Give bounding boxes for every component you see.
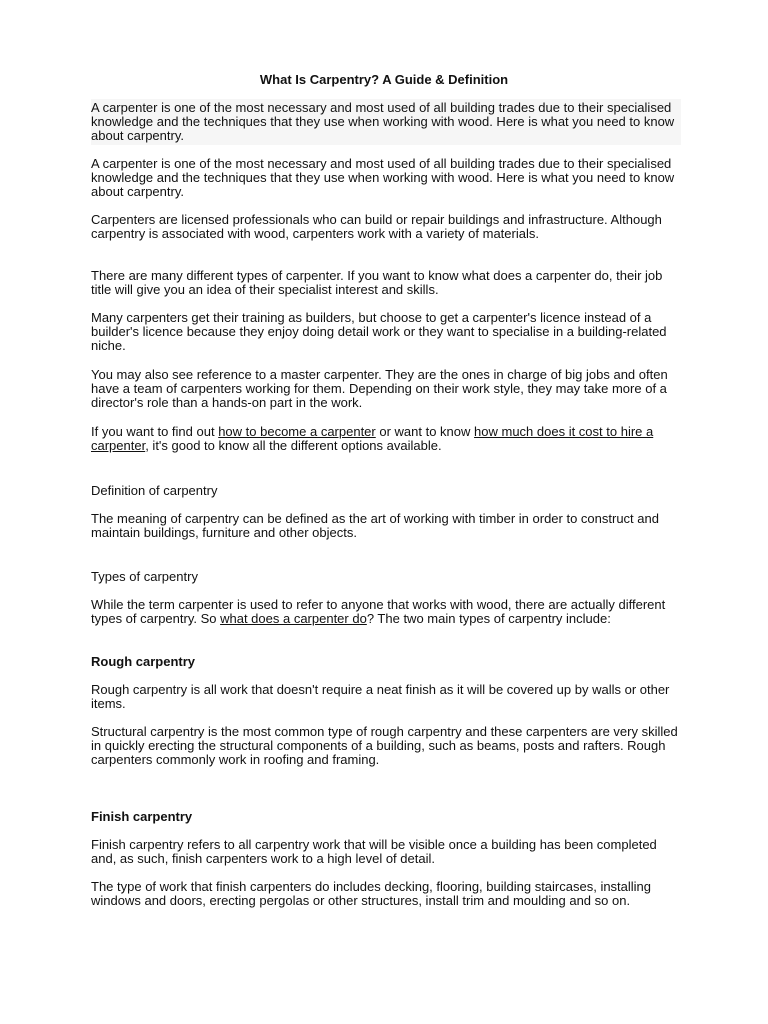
- training-paragraph: Many carpenters get their training as builders, but choose to get a carpenter's licence instead of a builder's licence because they enjoy doing detail work or they want to specialise in a building-related niche.: [91, 310, 667, 353]
- intro-paragraph-highlighted: A carpenter is one of the most necessary and most used of all building trades due to their specialised knowledge and the techniques that they use when working with wood. Here is what you need to know about carpentry.: [91, 99, 681, 145]
- types-heading: Types of carpentry: [91, 569, 198, 584]
- types-overview-paragraph: There are many different types of carpenter. If you want to know what does a carpenter do, their job title will give you an idea of their specialist interest and skills.: [91, 268, 663, 297]
- what-does-carpenter-do-link[interactable]: what does a carpenter do: [220, 611, 367, 626]
- find-out-text-before: If you want to find out: [91, 424, 219, 439]
- finish-carpentry-heading: Finish carpentry: [91, 809, 193, 824]
- intro-paragraph: A carpenter is one of the most necessary and most used of all building trades due to their specialised knowledge and the techniques that they use when working with wood. Here is what you need to know about carpentry.: [91, 156, 675, 199]
- rough-carpentry-paragraph-2: Structural carpentry is the most common type of rough carpentry and these carpenters are very skilled in quickly erecting the structural components of a building, such as beams, posts and rafters. Rough carpenters commonly work in roofing and framing.: [91, 724, 678, 767]
- find-out-paragraph: [91, 425, 681, 453]
- finish-carpentry-paragraph-2: The type of work that finish carpenters do includes decking, flooring, building staircases, installing windows and doors, erecting pergolas or other structures, install trim and moulding and so on.: [91, 879, 652, 908]
- types-paragraph: [91, 598, 681, 626]
- page-title: What Is Carpentry? A Guide & Definition: [259, 72, 509, 87]
- types-text-before: While the term carpenter is used to refer to anyone that works with wood, there are actually different types of carpentry. So: [91, 597, 666, 626]
- rough-carpentry-paragraph-1: Rough carpentry is all work that doesn't require a neat finish as it will be covered up by walls or other items.: [91, 682, 670, 711]
- master-carpenter-paragraph: You may also see reference to a master carpenter. They are the ones in charge of big jobs and often have a team of carpenters working for them. Depending on their work style, they may take more of a director's role than a hands-on part in the work.: [91, 367, 668, 410]
- become-carpenter-link[interactable]: how to become a carpenter: [218, 424, 376, 439]
- definition-heading: Definition of carpentry: [91, 483, 218, 498]
- types-text-after: ? The two main types of carpentry include:: [366, 611, 611, 626]
- find-out-text-middle: or want to know: [375, 424, 475, 439]
- find-out-text-after: , it's good to know all the different options available.: [145, 438, 442, 453]
- cost-to-hire-link[interactable]: how much does it cost to hire a carpenter: [91, 424, 654, 453]
- licensed-paragraph: Carpenters are licensed professionals who can build or repair buildings and infrastructure. Although carpentry is associated with wood, carpenters work with a variety of materials.: [91, 212, 662, 241]
- rough-carpentry-heading: Rough carpentry: [91, 654, 196, 669]
- finish-carpentry-paragraph-1: Finish carpentry refers to all carpentry work that will be visible once a building has been completed and, as such, finish carpenters work to a high level of detail.: [91, 837, 657, 866]
- definition-paragraph: The meaning of carpentry can be defined as the art of working with timber in order to construct and maintain buildings, furniture and other objects.: [91, 511, 659, 540]
